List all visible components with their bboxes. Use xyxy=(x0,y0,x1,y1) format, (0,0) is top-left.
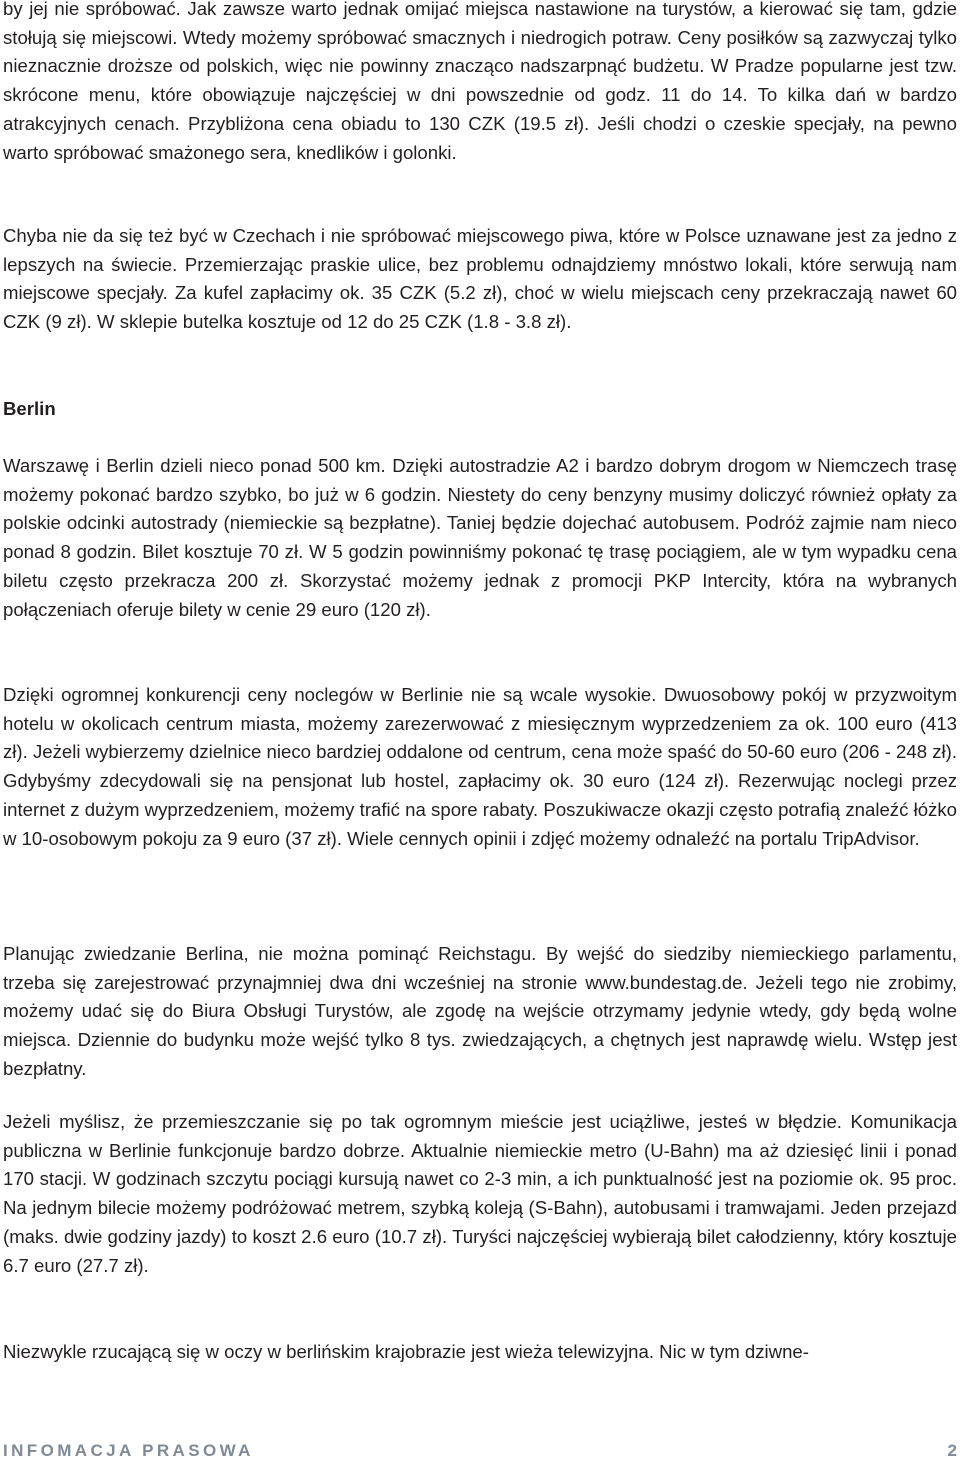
footer-label: INFOMACJA PRASOWA xyxy=(3,1441,254,1460)
paragraph-reichstag: Planując zwiedzanie Berlina, nie można pominąć Reichstagu. By wejść do siedziby niemieckiego parlamentu, trzeba się zarejestrować przynajmniej dwa dni wcześniej na stronie www.bundestag.de. Jeżeli tego nie zrobimy, możemy udać się do Biura Obsługi Turystów, ale zgodę na wejście otrzymamy jedynie wtedy, gdy będą wolne miejsca. Dziennie do budynku może wejść tylko 8 tys. zwiedzających, a chętnych jest naprawdę wielu. Wstęp jest bezpłatny. xyxy=(3,943,957,1079)
section-heading-berlin: Berlin xyxy=(3,398,56,419)
paragraph-czech-beer: Chyba nie da się też być w Czechach i nie spróbować miejscowego piwa, które w Polsce uznawane jest za jedno z lepszych na świecie. Przemierzając praskie ulice, bez problemu odnajdziemy mnóstwo lokali, które serwują nam miejscowe specjały. Za kufel zapłacimy ok. 35 CZK (5.2 zł), choć w wielu miejscach ceny przekraczają nawet 60 CZK (9 zł). W sklepie butelka kosztuje od 12 do 25 CZK (1.8 - 3.8 zł). xyxy=(3,225,957,333)
page-footer xyxy=(3,1439,957,1463)
paragraph-berlin-transport: Jeżeli myślisz, że przemieszczanie się po tak ogromnym mieście jest uciążliwe, jesteś w błędzie. Komunikacja publiczna w Berlinie funkcjonuje bardzo dobrze. Aktualnie niemieckie metro (U-Bahn) ma aż dziesięć linii i ponad 170 stacji. W godzinach szczytu pociągi kursują nawet co 2-3 min, a ich punktualność jest na poziomie ok. 95 proc. Na jednym bilecie możemy podróżować metrem, szybką koleją (S-Bahn), autobusami i tramwajami. Jeden przejazd (maks. dwie godziny jazdy) to koszt 2.6 euro (10.7 zł). Turyści najczęściej wybierają bilet całodzienny, który kosztuje 6.7 euro (27.7 zł). xyxy=(3,1111,957,1276)
page-number: 2 xyxy=(947,1441,957,1460)
paragraph-berlin-accommodation: Dzięki ogromnej konkurencji ceny noclegów w Berlinie nie są wcale wysokie. Dwuosobowy pokój w przyzwoitym hotelu w okolicach centrum miasta, możemy zarezerwować z miesięcznym wyprzedzeniem za ok. 100 euro (413 zł). Jeżeli wybierzemy dzielnice nieco bardziej oddalone od centrum, cena może spaść do 50-60 euro (206 - 248 zł). Gdybyśmy zdecydowali się na pensjonat lub hostel, zapłacimy ok. 30 euro (124 zł). Rezerwując noclegi przez internet z dużym wyprzedzeniem, możemy trafić na spore rabaty. Poszukiwacze okazji często potrafią znaleźć łóżko w 10-osobowym pokoju za 9 euro (37 zł). Wiele cennych opinii i zdjęć możemy odnaleźć na portalu TripAdvisor. xyxy=(3,684,957,849)
paragraph-prague-food: by jej nie spróbować. Jak zawsze warto jednak omijać miejsca nastawione na turystów, a kierować się tam, gdzie stołują się miejscowi. Wtedy możemy spróbować smacznych i niedrogich potraw. Ceny posiłków są zazwyczaj tylko nieznacznie droższe od polskich, więc nie powinny znacząco nadszarpnąć budżetu. W Pradze popularne jest tzw. skrócone menu, które obowiązuje najczęściej w dni powszednie od godz. 11 do 14. To kilka dań w bardzo atrakcyjnych cenach. Przybliżona cena obiadu to 130 CZK (19.5 zł). Jeśli chodzi o czeskie specjały, na pewno warto spróbować smażonego sera, knedlików i golonki. xyxy=(3,0,957,163)
paragraph-berlin-travel: Warszawę i Berlin dzieli nieco ponad 500 km. Dzięki autostradzie A2 i bardzo dobrym drogom w Niemczech trasę możemy pokonać bardzo szybko, bo już w 6 godzin. Niestety do ceny benzyny musimy doliczyć również opłaty za polskie odcinki autostrady (niemieckie są bezpłatne). Taniej będzie dojechać autobusem. Podróż zajmie nam nieco ponad 8 godzin. Bilet kosztuje 70 zł. W 5 godzin powinniśmy pokonać tę trasę pociągiem, ale w tym wypadku cena biletu często przekracza 200 zł. Skorzystać możemy jednak z promocji PKP Intercity, która na wybranych połączeniach oferuje bilety w cenie 29 euro (120 zł). xyxy=(3,455,957,620)
paragraph-tv-tower: Niezwykle rzucającą się w oczy w berlińskim krajobrazie jest wieża telewizyjna. Nic w tym dziwne- xyxy=(3,1341,809,1362)
